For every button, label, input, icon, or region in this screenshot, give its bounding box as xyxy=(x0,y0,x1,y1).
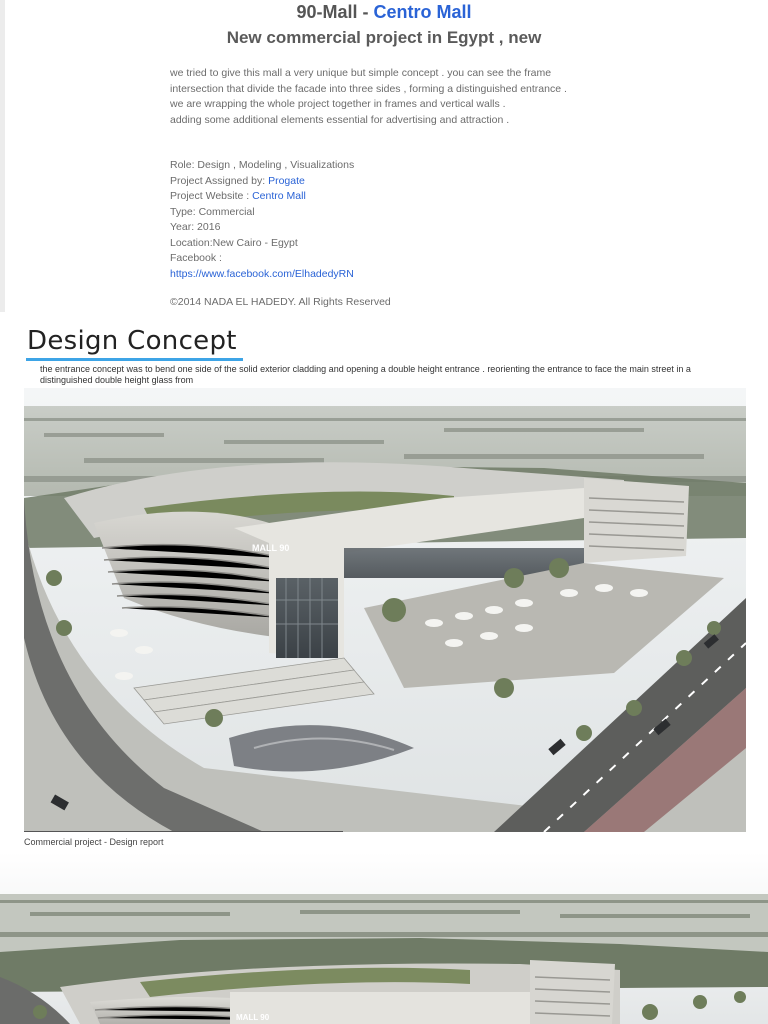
project-title xyxy=(0,2,768,23)
mall-panorama-render xyxy=(0,852,768,1024)
project-description xyxy=(170,66,650,128)
meta-website-label: Project Website : xyxy=(170,190,253,202)
heading-underline xyxy=(26,358,243,361)
mall-panorama-illustration xyxy=(0,852,768,1024)
copyright-text: ©2014 NADA EL HADEDY. All Rights Reserved xyxy=(170,296,391,308)
mall-sign: MALL 90 xyxy=(252,543,290,553)
panorama-mall-sign: MALL 90 xyxy=(236,1013,270,1022)
description-line: we are wrapping the whole project together in frames and vertical walls . xyxy=(170,98,506,110)
design-concept-heading: Design Concept xyxy=(27,326,237,356)
meta-website xyxy=(170,189,590,205)
meta-facebook-label: Facebook : xyxy=(170,252,222,264)
project-subtitle: New commercial project in Egypt , new xyxy=(226,28,542,47)
progate-link[interactable]: Progate xyxy=(268,174,305,187)
meta-assigned-label: Project Assigned by: xyxy=(170,174,269,187)
centro-mall-link[interactable]: Centro Mall xyxy=(252,190,306,202)
description-line: we tried to give this mall a very unique but simple concept . you can see the frame xyxy=(170,67,552,79)
caption-rule xyxy=(24,831,343,832)
project-meta xyxy=(170,158,590,282)
mall-aerial-render xyxy=(24,388,746,832)
project-title-accent[interactable]: Centro Mall xyxy=(373,2,472,22)
meta-role: Role: Design , Modeling , Visualizations xyxy=(170,159,355,171)
project-title-prefix: 90-Mall - xyxy=(296,2,374,22)
meta-year: Year: 2016 xyxy=(170,221,221,233)
entrance-glass xyxy=(276,578,338,658)
meta-assigned xyxy=(170,174,590,190)
facebook-link[interactable]: https://www.facebook.com/ElhadedyRN xyxy=(170,267,354,280)
mall-render-illustration xyxy=(24,388,746,832)
description-line: intersection that divide the facade into three sides , forming a distinguished entrance . xyxy=(170,82,567,95)
meta-location: Location:New Cairo - Egypt xyxy=(170,236,298,249)
meta-type: Type: Commercial xyxy=(170,205,255,218)
panorama-frame xyxy=(230,992,530,1024)
render-caption: Commercial project - Design report xyxy=(24,837,164,847)
design-concept-text: the entrance concept was to bend one side of the solid exterior cladding and opening a double height entrance . reorienting the entrance to face the main street in a distinguished double height glass from xyxy=(40,364,691,385)
description-line: adding some additional elements essential for advertising and attraction . xyxy=(170,113,510,126)
